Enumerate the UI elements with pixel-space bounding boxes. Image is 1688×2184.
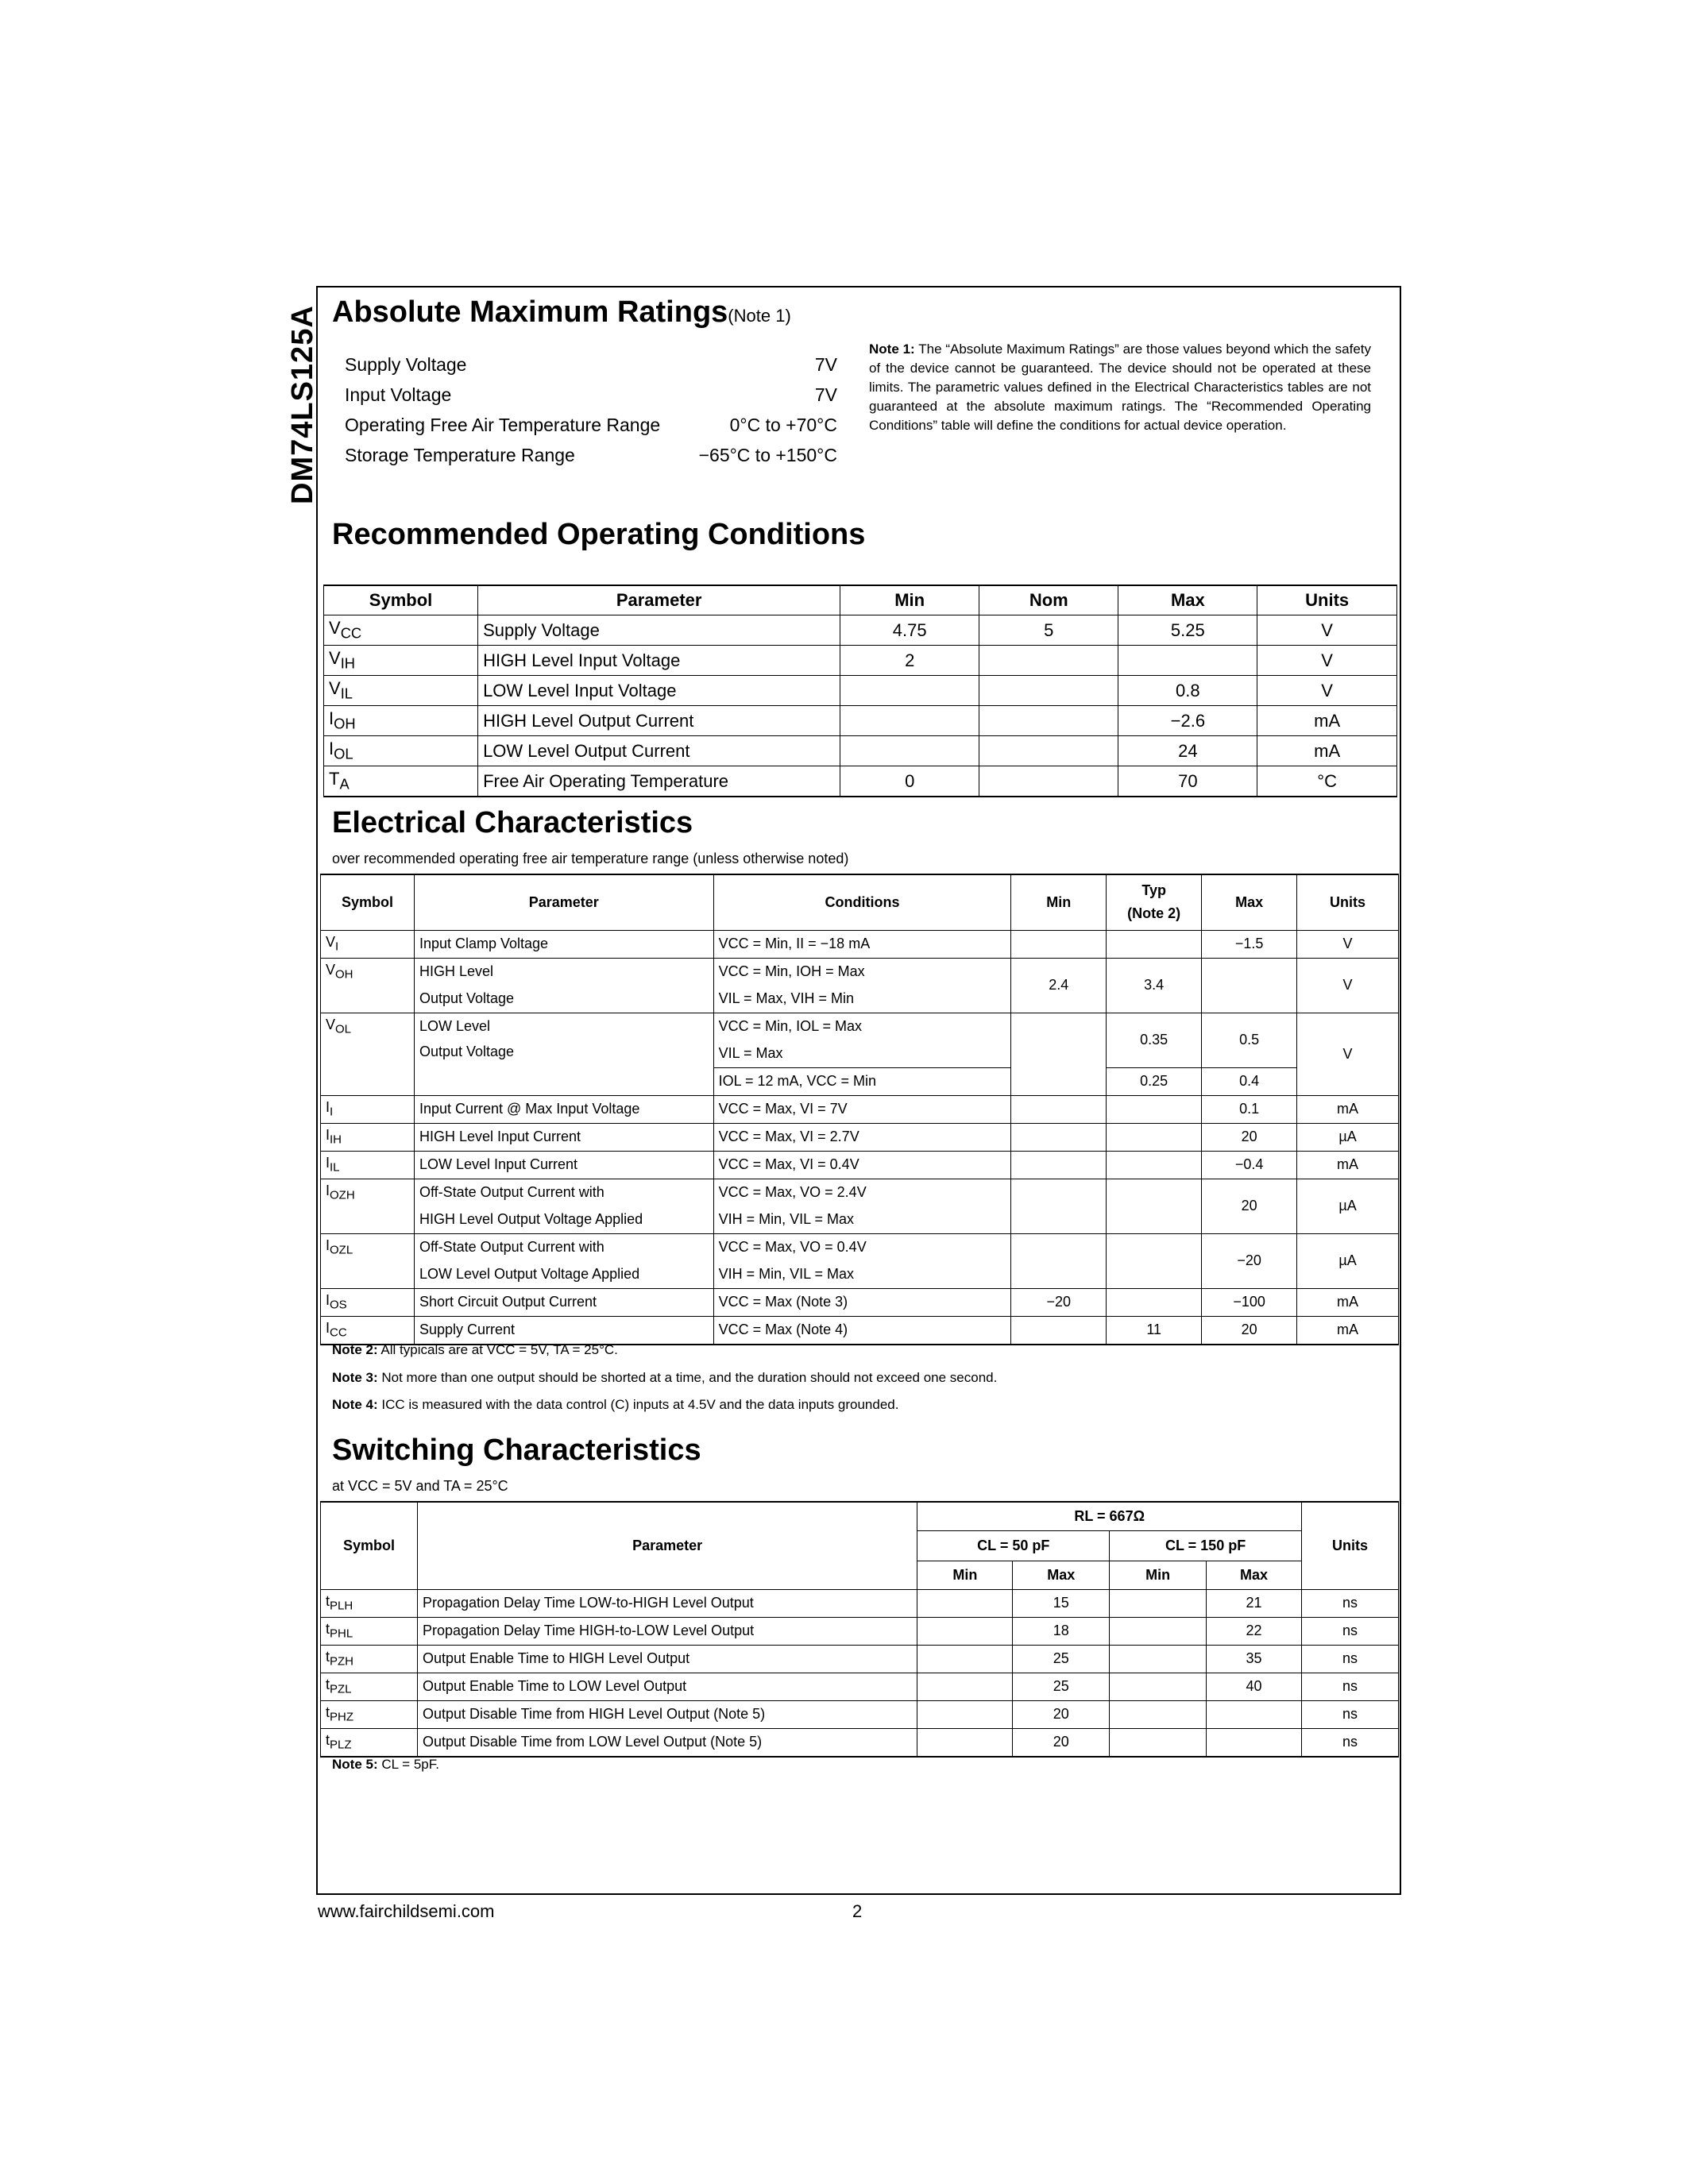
ec-max: 0.1 (1202, 1095, 1297, 1123)
ec-sym (321, 1233, 415, 1288)
sym-sub: OL (335, 1022, 352, 1036)
amr-value: 0°C to +70°C (729, 415, 837, 435)
ec-max: 20 (1202, 1179, 1297, 1233)
note-1 (869, 340, 1371, 435)
amr-heading (332, 295, 791, 330)
roc-max: 24 (1118, 736, 1257, 766)
sym-sub: IL (330, 1160, 340, 1175)
sc-param: Propagation Delay Time HIGH-to-LOW Level Output (417, 1617, 917, 1645)
ec-cond: VCC = Max (Note 4) (713, 1316, 1011, 1345)
ec-cond: VIH = Min, VIL = Max (713, 1261, 1011, 1289)
sym-main: t (326, 1732, 330, 1749)
sym-sub: OH (334, 715, 356, 732)
amr-value: 7V (814, 354, 837, 375)
roc-header: Nom (979, 585, 1118, 615)
roc-row (324, 706, 1397, 736)
ec-h-units: Units (1297, 874, 1399, 930)
ec-cond: VCC = Max, VI = 7V (713, 1095, 1011, 1123)
note-2-text: All typicals are at VCC = 5V, TA = 25°C. (380, 1342, 618, 1357)
sc-h-max50: Max (1013, 1561, 1110, 1589)
roc-param: Supply Voltage (478, 615, 840, 646)
amr-label: Supply Voltage (345, 354, 467, 375)
roc-header: Min (840, 585, 979, 615)
sym-sub: PHZ (330, 1710, 354, 1724)
sc-max50: 15 (1013, 1589, 1110, 1617)
symbol-cell (324, 676, 478, 706)
sc-min150 (1110, 1617, 1207, 1645)
sym-main: I (326, 1127, 330, 1144)
amr-title: Absolute Maximum Ratings (332, 295, 728, 329)
sym-sub: A (339, 775, 350, 793)
sc-h-max150: Max (1207, 1561, 1302, 1589)
sym-sub: OS (330, 1298, 347, 1312)
sc-min150 (1110, 1589, 1207, 1617)
ec-sym (321, 1013, 415, 1095)
sym-main: V (329, 618, 341, 639)
sc-row (321, 1589, 1399, 1617)
roc-min (840, 676, 979, 706)
sc-h-rl: RL = 667Ω (917, 1502, 1302, 1530)
note-2 (332, 1342, 618, 1358)
sym-main: I (326, 1099, 330, 1116)
sc-max50: 25 (1013, 1673, 1110, 1700)
roc-row (324, 676, 1397, 706)
roc-units: mA (1257, 736, 1397, 766)
ec-units: mA (1297, 1151, 1399, 1179)
note-5 (332, 1757, 439, 1773)
ec-param: HIGH Level Input Current (414, 1123, 713, 1151)
ec-row (321, 1151, 1399, 1179)
sc-min50 (917, 1673, 1013, 1700)
roc-nom (979, 706, 1118, 736)
sc-max150 (1207, 1728, 1302, 1757)
sym-main: t (326, 1677, 330, 1693)
roc-row (324, 766, 1397, 797)
ec-min: −20 (1011, 1288, 1107, 1316)
ec-subtitle: over recommended operating free air temperature range (unless otherwise noted) (332, 851, 849, 866)
amr-label: Input Voltage (345, 384, 452, 405)
ec-sym (321, 930, 415, 958)
symbol-cell (324, 766, 478, 797)
sc-units: ns (1302, 1645, 1399, 1673)
sc-min50 (917, 1728, 1013, 1757)
ec-param: Output Voltage (414, 986, 713, 1013)
symbol-cell (321, 1700, 418, 1728)
sym-sub: OZL (330, 1243, 353, 1257)
ec-units: V (1297, 930, 1399, 958)
ec-min (1011, 1123, 1107, 1151)
roc-param: LOW Level Output Current (478, 736, 840, 766)
sc-h-min150: Min (1110, 1561, 1207, 1589)
ec-param: Output Voltage (414, 1040, 713, 1096)
roc-nom (979, 676, 1118, 706)
note-3 (332, 1370, 997, 1386)
sc-min50 (917, 1617, 1013, 1645)
sc-units: ns (1302, 1728, 1399, 1757)
sc-units: ns (1302, 1589, 1399, 1617)
sym-main: T (329, 769, 340, 789)
sc-row (321, 1645, 1399, 1673)
sc-subtitle: at VCC = 5V and TA = 25°C (332, 1478, 508, 1494)
ec-typ: 0.35 (1107, 1013, 1202, 1067)
symbol-cell (321, 1151, 415, 1179)
ec-min: 2.4 (1011, 958, 1107, 1013)
sym-main: V (329, 678, 341, 699)
ec-cond: VIH = Min, VIL = Max (713, 1206, 1011, 1234)
ec-max: −0.4 (1202, 1151, 1297, 1179)
sc-row (321, 1673, 1399, 1700)
note-4-label: Note 4: (332, 1397, 378, 1412)
ec-row-vol-1 (321, 1013, 1399, 1040)
ec-table (320, 874, 1399, 1345)
ec-cond: IOL = 12 mA, VCC = Min (713, 1067, 1011, 1095)
sc-max50: 18 (1013, 1617, 1110, 1645)
ec-cond: VCC = Min, II = −18 mA (713, 930, 1011, 958)
symbol-cell (321, 1288, 415, 1316)
sym-main: t (326, 1704, 330, 1721)
symbol-cell (321, 1673, 418, 1700)
roc-units: V (1257, 615, 1397, 646)
ec-cond: VIL = Max, VIH = Min (713, 986, 1011, 1013)
footer-url: www.fairchildsemi.com (318, 1901, 495, 1921)
sc-h-symbol: Symbol (321, 1502, 418, 1589)
ec-cond: VIL = Max (713, 1040, 1011, 1068)
roc-units: V (1257, 676, 1397, 706)
ec-cond: VCC = Max, VI = 2.7V (713, 1123, 1011, 1151)
ec-row-voh-1 (321, 958, 1399, 986)
sym-sub: CC (340, 624, 362, 642)
sym-main: I (326, 1320, 330, 1337)
ec-typ (1107, 1151, 1202, 1179)
roc-row (324, 736, 1397, 766)
sc-param: Output Disable Time from LOW Level Output (Note 5) (417, 1728, 917, 1757)
ec-h-min: Min (1011, 874, 1107, 930)
sym-main: t (326, 1649, 330, 1665)
amr-list (345, 349, 837, 470)
sc-min50 (917, 1700, 1013, 1728)
sc-max150: 40 (1207, 1673, 1302, 1700)
amr-value: 7V (814, 384, 837, 405)
ec-max: −1.5 (1202, 930, 1297, 958)
sym-sub: I (330, 1105, 334, 1119)
ec-max: 20 (1202, 1316, 1297, 1345)
ec-max: 0.5 (1202, 1013, 1297, 1067)
note-3-label: Note 3: (332, 1370, 378, 1385)
sc-min50 (917, 1645, 1013, 1673)
roc-nom (979, 736, 1118, 766)
symbol-cell (321, 1728, 418, 1757)
sym-sub: I (335, 940, 339, 954)
ec-row (321, 1288, 1399, 1316)
ec-max: −100 (1202, 1288, 1297, 1316)
ec-row-iozh-1 (321, 1179, 1399, 1206)
roc-param: HIGH Level Output Current (478, 706, 840, 736)
sym-sub: PHL (330, 1626, 353, 1641)
roc-row (324, 646, 1397, 676)
roc-nom (979, 766, 1118, 797)
ec-max: 20 (1202, 1123, 1297, 1151)
roc-row (324, 615, 1397, 646)
ec-row (321, 1123, 1399, 1151)
sc-param: Propagation Delay Time LOW-to-HIGH Level Output (417, 1589, 917, 1617)
sc-min150 (1110, 1673, 1207, 1700)
symbol-cell (324, 646, 478, 676)
sym-main: I (326, 1292, 330, 1309)
amr-value: −65°C to +150°C (698, 445, 837, 465)
ec-param: Off-State Output Current with (414, 1233, 713, 1261)
ec-param: Short Circuit Output Current (414, 1288, 713, 1316)
ec-h-typ (1107, 874, 1202, 930)
amr-title-note: (Note 1) (728, 306, 791, 326)
note-5-label: Note 5: (332, 1757, 378, 1772)
ec-max: 0.4 (1202, 1067, 1297, 1095)
ec-row-vi (321, 930, 1399, 958)
amr-row (345, 440, 837, 470)
ec-max: −20 (1202, 1233, 1297, 1288)
ec-typ (1107, 1123, 1202, 1151)
ec-units: µA (1297, 1233, 1399, 1288)
ec-cond: VCC = Max, VO = 0.4V (713, 1233, 1011, 1261)
ec-cond: VCC = Min, IOH = Max (713, 958, 1011, 986)
ec-cond: VCC = Max, VO = 2.4V (713, 1179, 1011, 1206)
roc-max: 70 (1118, 766, 1257, 797)
ec-min (1011, 1151, 1107, 1179)
sym-main: t (326, 1593, 330, 1610)
ec-typ: 3.4 (1107, 958, 1202, 1013)
roc-heading: Recommended Operating Conditions (332, 518, 866, 551)
amr-row (345, 410, 837, 440)
sc-h-min50: Min (917, 1561, 1013, 1589)
ec-typ (1107, 1288, 1202, 1316)
sym-main: I (326, 1237, 330, 1253)
sc-min150 (1110, 1700, 1207, 1728)
ec-param: LOW Level Input Current (414, 1151, 713, 1179)
sc-max150: 21 (1207, 1589, 1302, 1617)
ec-units: µA (1297, 1179, 1399, 1233)
sc-units: ns (1302, 1673, 1399, 1700)
sym-sub: PZL (330, 1682, 352, 1696)
roc-units: mA (1257, 706, 1397, 736)
roc-param: Free Air Operating Temperature (478, 766, 840, 797)
ec-param: LOW Level (414, 1013, 713, 1040)
ec-units: mA (1297, 1316, 1399, 1345)
ec-heading: Electrical Characteristics (332, 806, 693, 839)
note-2-label: Note 2: (332, 1342, 378, 1357)
sc-h-cl50: CL = 50 pF (917, 1530, 1110, 1561)
ec-cond: VCC = Min, IOL = Max (713, 1013, 1011, 1040)
sym-sub: IL (340, 685, 353, 702)
ec-row (321, 1316, 1399, 1345)
sc-max50: 25 (1013, 1645, 1110, 1673)
sc-param: Output Enable Time to LOW Level Output (417, 1673, 917, 1700)
roc-min: 2 (840, 646, 979, 676)
sym-sub: OL (334, 745, 353, 762)
sc-heading: Switching Characteristics (332, 1433, 701, 1467)
sym-sub: PLZ (330, 1738, 352, 1752)
sc-row (321, 1700, 1399, 1728)
amr-label: Operating Free Air Temperature Range (345, 415, 661, 435)
sym-sub: OH (335, 967, 353, 982)
roc-nom (979, 646, 1118, 676)
sym-sub: IH (330, 1133, 342, 1147)
roc-header: Symbol (324, 585, 478, 615)
roc-units: V (1257, 646, 1397, 676)
ec-units: mA (1297, 1288, 1399, 1316)
sc-h-parameter: Parameter (417, 1502, 917, 1589)
sc-row (321, 1617, 1399, 1645)
sc-max150 (1207, 1700, 1302, 1728)
ec-typ (1107, 1095, 1202, 1123)
amr-row (345, 380, 837, 410)
sc-param: Output Disable Time from HIGH Level Output (Note 5) (417, 1700, 917, 1728)
roc-max: −2.6 (1118, 706, 1257, 736)
sym-sub: PZH (330, 1654, 354, 1669)
symbol-cell (321, 1123, 415, 1151)
sc-max150: 22 (1207, 1617, 1302, 1645)
ec-param: Input Current @ Max Input Voltage (414, 1095, 713, 1123)
sc-h-units: Units (1302, 1502, 1399, 1589)
sc-min150 (1110, 1728, 1207, 1757)
amr-label: Storage Temperature Range (345, 445, 575, 465)
sc-max150: 35 (1207, 1645, 1302, 1673)
note-4-text: ICC is measured with the data control (C) inputs at 4.5V and the data inputs grounded. (381, 1397, 899, 1412)
side-title-text: DM74LS125A (286, 305, 319, 504)
sc-min50 (917, 1589, 1013, 1617)
symbol-cell (321, 1617, 418, 1645)
ec-param: LOW Level Output Voltage Applied (414, 1261, 713, 1289)
ec-h-typ-label: Typ (1141, 882, 1166, 899)
symbol-cell (324, 736, 478, 766)
ec-cond: VCC = Max (Note 3) (713, 1288, 1011, 1316)
ec-units: µA (1297, 1123, 1399, 1151)
ec-h-symbol: Symbol (321, 874, 415, 930)
ec-units: mA (1297, 1095, 1399, 1123)
sc-max50: 20 (1013, 1700, 1110, 1728)
sym-sub: PLH (330, 1599, 353, 1613)
sc-table (320, 1501, 1399, 1758)
ec-typ: 0.25 (1107, 1067, 1202, 1095)
sym-main: I (329, 708, 334, 729)
ec-units: V (1297, 958, 1399, 1013)
symbol-cell (324, 706, 478, 736)
roc-header: Units (1257, 585, 1397, 615)
ec-param: Off-State Output Current with (414, 1179, 713, 1206)
sc-row (321, 1728, 1399, 1757)
sym-main: V (326, 1016, 336, 1032)
roc-header: Max (1118, 585, 1257, 615)
ec-units: V (1297, 1013, 1399, 1095)
note-3-text: Not more than one output should be shorted at a time, and the duration should not exceed one second. (381, 1370, 998, 1385)
ec-typ: 11 (1107, 1316, 1202, 1345)
sym-main: V (329, 648, 341, 669)
ec-h-max: Max (1202, 874, 1297, 930)
footer-page: 2 (852, 1901, 863, 1921)
sym-main: I (329, 739, 334, 759)
sym-main: I (326, 1155, 330, 1171)
ec-sym (321, 958, 415, 1013)
sc-max50: 20 (1013, 1728, 1110, 1757)
symbol-cell (324, 615, 478, 646)
ec-sym (321, 1179, 415, 1233)
roc-max: 0.8 (1118, 676, 1257, 706)
sym-main: I (326, 1182, 330, 1198)
sym-main: V (326, 961, 336, 978)
ec-h-typ-note: (Note 2) (1127, 905, 1181, 922)
note-4 (332, 1397, 898, 1413)
sc-h-cl150: CL = 150 pF (1110, 1530, 1302, 1561)
note-1-label: Note 1: (869, 341, 915, 357)
ec-h-conditions: Conditions (713, 874, 1011, 930)
roc-min (840, 706, 979, 736)
ec-row (321, 1095, 1399, 1123)
sym-main: V (326, 934, 336, 951)
roc-min: 0 (840, 766, 979, 797)
sym-sub: CC (330, 1325, 347, 1340)
roc-param: HIGH Level Input Voltage (478, 646, 840, 676)
roc-param: LOW Level Input Voltage (478, 676, 840, 706)
ec-param: HIGH Level (414, 958, 713, 986)
ec-row-iozl-1 (321, 1233, 1399, 1261)
sc-units: ns (1302, 1617, 1399, 1645)
sym-sub: OZH (330, 1188, 355, 1202)
roc-max: 5.25 (1118, 615, 1257, 646)
symbol-cell (321, 1645, 418, 1673)
roc-table (323, 585, 1397, 797)
ec-cond: VCC = Max, VI = 0.4V (713, 1151, 1011, 1179)
note-5-text: CL = 5pF. (381, 1757, 439, 1772)
note-1-text: The “Absolute Maximum Ratings” are those values beyond which the safety of the device cannot be guaranteed. The device should not be operated at these limits. The parametric values defined in the Electrical Characteristics tables are not guaranteed at the absolute maximum ratings. The “Recommended Operating Conditions” table will define the conditions for actual device operation. (869, 341, 1371, 433)
amr-row (345, 349, 837, 380)
ec-min (1011, 1316, 1107, 1345)
sym-sub: IH (340, 654, 356, 672)
roc-nom: 5 (979, 615, 1118, 646)
ec-h-parameter: Parameter (414, 874, 713, 930)
roc-min: 4.75 (840, 615, 979, 646)
sc-min150 (1110, 1645, 1207, 1673)
sc-param: Output Enable Time to HIGH Level Output (417, 1645, 917, 1673)
sym-main: t (326, 1621, 330, 1638)
symbol-cell (321, 1095, 415, 1123)
sc-units: ns (1302, 1700, 1399, 1728)
symbol-cell (321, 1316, 415, 1345)
ec-param: Input Clamp Voltage (414, 930, 713, 958)
roc-header: Parameter (478, 585, 840, 615)
ec-min (1011, 1095, 1107, 1123)
ec-param: HIGH Level Output Voltage Applied (414, 1206, 713, 1234)
roc-max (1118, 646, 1257, 676)
roc-min (840, 736, 979, 766)
ec-param: Supply Current (414, 1316, 713, 1345)
roc-units: °C (1257, 766, 1397, 797)
symbol-cell (321, 1589, 418, 1617)
